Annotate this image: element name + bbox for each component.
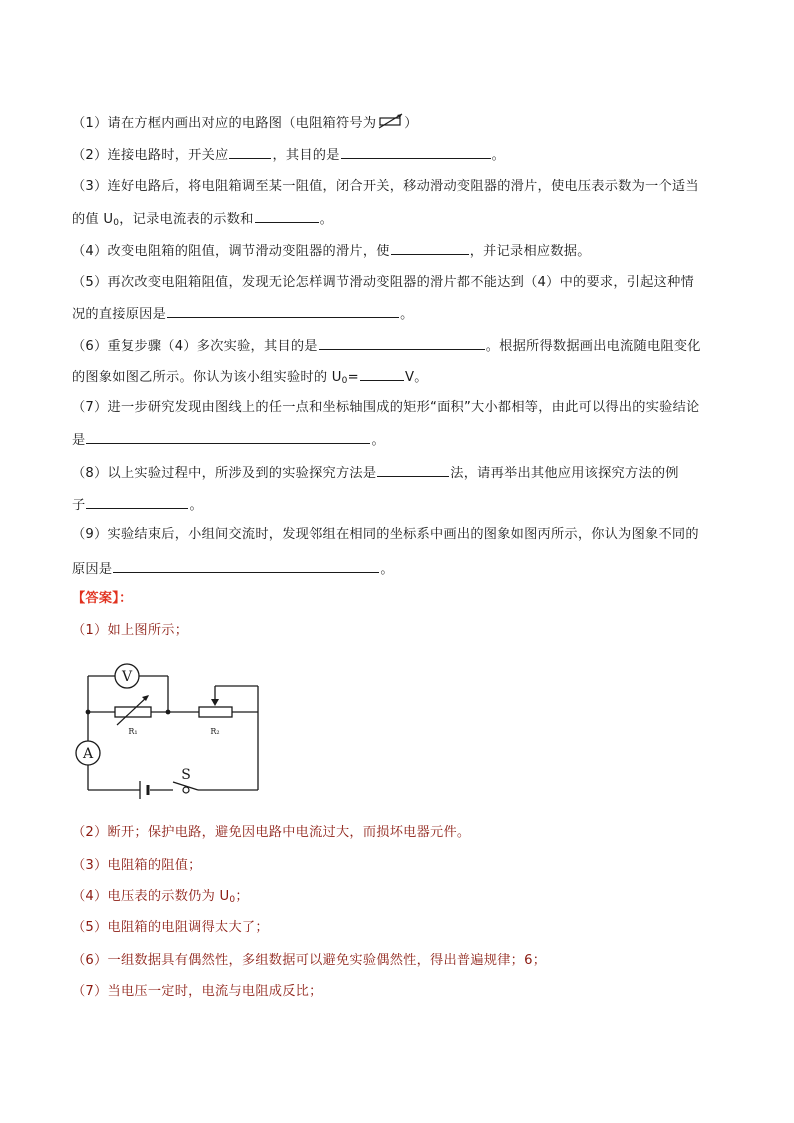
question-9-line-2: 原因是 。 xyxy=(72,559,724,579)
question-5-line-1: （5）再次改变电阻箱阻值，发现无论怎样调节滑动变阻器的滑片都不能达到（4）中的要求，引起这种情 xyxy=(72,275,694,290)
question-7-line-1: （7）进一步研究发现由图线上的任一点和坐标轴围成的矩形“面积”大小都相等，由此可以得出的实验结论 xyxy=(72,400,700,415)
answer-blank[interactable] xyxy=(377,463,449,477)
switch-icon xyxy=(181,767,191,793)
ammeter-icon xyxy=(76,741,100,765)
answer-4: （4）电压表的示数仍为 $U_0$； xyxy=(72,889,249,905)
answer-blank[interactable] xyxy=(229,145,271,159)
answer-blank[interactable] xyxy=(319,336,485,350)
answer-blank[interactable] xyxy=(167,304,399,318)
voltmeter-icon xyxy=(115,664,139,688)
answer-blank[interactable] xyxy=(341,145,491,159)
question-9-line-1: （9）实验结束后，小组间交流时，发现邻组在相同的坐标系中画出的图象如图丙所示，你认为图象不同的 xyxy=(72,527,699,542)
question-8-line-2: 子 。 xyxy=(72,495,724,515)
circuit-diagram xyxy=(72,655,282,815)
resistance-box-symbol-icon xyxy=(378,112,404,130)
r1-label: R₁ xyxy=(128,727,138,736)
answer-blank[interactable] xyxy=(86,430,370,444)
question-7-line-2: 是 。 xyxy=(72,430,724,450)
question-6-line-2: 的图象如图乙所示。你认为该小组实验时的 $U_0= V$。 xyxy=(72,367,724,390)
svg-text:A: A xyxy=(82,746,94,762)
answer-5: （5）电阻箱的电阻调得太大了； xyxy=(72,920,269,935)
question-8-line-1: （8）以上实验过程中，所涉及到的实验探究方法是 法，请再举出其他应用该探究方法的例 xyxy=(72,463,724,483)
svg-text:V: V xyxy=(121,669,133,685)
answer-6: （6）一组数据具有偶然性，多组数据可以避免实验偶然性，得出普遍规律；6； xyxy=(72,953,547,968)
answer-3: （3）电阻箱的阻值； xyxy=(72,858,202,873)
answer-7: （7）当电压一定时，电流与电阻成反比； xyxy=(72,984,323,999)
r2-label: R₂ xyxy=(210,727,220,736)
svg-text:S: S xyxy=(181,767,191,783)
answer-blank[interactable] xyxy=(113,559,379,573)
resistance-box-r1-icon xyxy=(115,695,151,725)
question-6-line-1: （6）重复步骤（4）多次实验，其目的是 。根据所得数据画出电流随电阻变化 xyxy=(72,336,724,356)
question-1: （1）请在方框内画出对应的电路图（电阻箱符号为 ） xyxy=(72,112,724,133)
junction-dot xyxy=(166,710,171,715)
question-5-line-2: 况的直接原因是 。 xyxy=(72,304,724,324)
question-3-line-2: 的值 $U_0$，记录电流表的示数和 。 xyxy=(72,209,724,232)
answer-blank[interactable] xyxy=(391,241,469,255)
question-4: （4）改变电阻箱的阻值，调节滑动变阻器的滑片，使 ，并记录相应数据。 xyxy=(72,241,724,261)
answer-2: （2）断开；保护电路，避免因电路中电流过大，而损坏电器元件。 xyxy=(72,825,471,840)
question-3-line-1: （3）连好电路后，将电阻箱调至某一阻值，闭合开关，移动滑动变阻器的滑片，使电压表示数为一个适当 xyxy=(72,179,699,194)
answer-blank[interactable] xyxy=(86,495,188,509)
question-2: （2）连接电路时，开关应 ，其目的是 。 xyxy=(72,145,724,165)
answer-blank[interactable] xyxy=(255,209,319,223)
answer-blank[interactable] xyxy=(360,367,404,381)
rheostat-r2-icon xyxy=(199,699,232,717)
answer-1: （1）如上图所示； xyxy=(72,623,189,638)
answer-heading: 【答案】： xyxy=(72,591,133,606)
battery-icon xyxy=(140,781,148,799)
junction-dot xyxy=(86,710,91,715)
